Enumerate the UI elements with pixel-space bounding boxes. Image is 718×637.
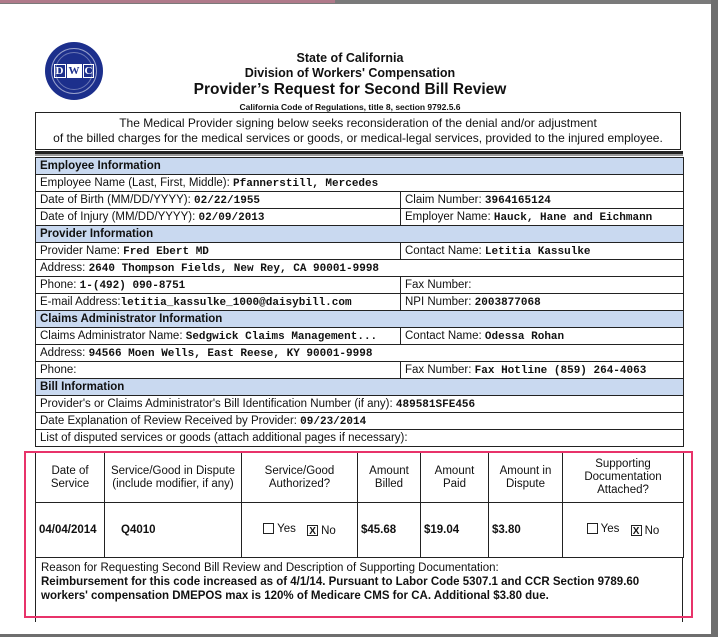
section-title: Bill Information — [36, 379, 684, 396]
row-provider-email — [36, 294, 684, 311]
checkbox-label: No — [321, 524, 336, 537]
intro-line-1: The Medical Provider signing below seeks reconsideration of the denial and/or adjustment — [119, 116, 597, 130]
intro-line-2: of the billed charges for the medical services or goods, or medical-legal services, provided to the injured employee. — [53, 131, 663, 145]
authorized-cell — [242, 503, 358, 558]
row-claims-admin-address — [36, 345, 684, 362]
col-header: Amount Paid — [421, 453, 489, 503]
section-title: Claims Administrator Information — [36, 311, 684, 328]
row-dob-claim — [36, 192, 684, 209]
row-claims-admin-name — [36, 328, 684, 345]
label: Employer Name: — [405, 210, 494, 223]
row-claims-admin-phone — [36, 362, 684, 379]
row-employee-name — [36, 175, 684, 192]
checkbox-label: Yes — [277, 522, 296, 535]
section-claims-admin — [36, 311, 684, 328]
reason-label: Reason for Requesting Second Bill Review and Description of Supporting Documentation: — [41, 562, 499, 574]
form-citation: California Code of Regulations, title 8, section 9792.5.6 — [239, 102, 461, 112]
header-division: Division of Workers' Compensation — [244, 66, 456, 80]
checkbox-checked-icon: X — [631, 525, 642, 536]
eor-date-value: 09/23/2014 — [300, 415, 367, 428]
intro-box — [35, 112, 681, 150]
authorized-yes-checkbox[interactable] — [263, 523, 296, 535]
label: Contact Name: — [405, 329, 485, 342]
row-provider-name — [36, 243, 684, 260]
logo-letters — [54, 64, 95, 78]
disputed-services-table — [35, 452, 684, 558]
reason-box — [35, 558, 683, 622]
claims-admin-fax-value: Fax Hotline (859) 264-4063 — [474, 364, 647, 377]
logo-letter-w: W — [68, 65, 80, 77]
row-eor-date — [36, 413, 684, 430]
label: Employee Name (Last, First, Middle): — [40, 176, 234, 189]
logo-letter-d: D — [55, 65, 64, 77]
header-state: State of California — [296, 51, 404, 65]
col-header: Amount Billed — [358, 453, 421, 503]
info-table — [35, 157, 684, 447]
label: E-mail Address: — [40, 295, 121, 308]
label: Provider's or Claims Administrator's Bill Identification Number (if any): — [40, 397, 396, 410]
amount-paid: $19.04 — [421, 503, 489, 558]
form-title: Provider’s Request for Second Bill Review — [193, 81, 507, 98]
checkbox-empty-icon — [587, 523, 598, 534]
col-header: Amount in Dispute — [489, 453, 563, 503]
label: NPI Number: — [405, 295, 475, 308]
row-list-label — [36, 430, 684, 447]
section-provider — [36, 226, 684, 243]
label: Address: — [40, 261, 89, 274]
row-bill-id — [36, 396, 684, 413]
checkbox-label: No — [644, 524, 660, 537]
row-provider-address — [36, 260, 684, 277]
checkbox-label: Yes — [600, 522, 620, 535]
row-doi-employer — [36, 209, 684, 226]
col-header: Date of Service — [36, 453, 105, 503]
employer-value: Hauck, Hane and Eichmann — [493, 211, 653, 224]
table-header-row — [36, 453, 684, 503]
list-label: List of disputed services or goods (attach additional pages if necessary): — [36, 430, 684, 447]
docs-no-checkbox[interactable] — [631, 525, 660, 537]
npi-value: 2003877068 — [474, 296, 541, 309]
label: Fax Number: — [405, 363, 475, 376]
service-code: Q4010 — [105, 503, 242, 558]
reason-text-line-2: workers' compensation DMEPOS max is 120% of Medicare CMS for CA. Additional $3.80 due. — [41, 590, 549, 602]
provider-name-value: Fred Ebert MD — [123, 245, 209, 258]
bill-id-value: 489581SFE456 — [395, 398, 476, 411]
claim-number-value: 3964165124 — [484, 194, 551, 207]
col-header: Service/Good in Dispute (include modifier, if any) — [105, 453, 242, 503]
authorized-no-checkbox[interactable] — [307, 525, 336, 537]
provider-address-value: 2640 Thompson Fields, New Rey, CA 90001-9998 — [88, 262, 380, 275]
col-header: Supporting Documentation Attached? — [563, 453, 684, 503]
amount-billed: $45.68 — [358, 503, 421, 558]
dob-value: 02/22/1955 — [194, 194, 261, 207]
label: Contact Name: — [405, 244, 485, 257]
label: Date Explanation of Review Received by Provider: — [40, 414, 301, 427]
label: Phone: — [40, 363, 77, 376]
employee-name-value: Pfannerstill, Mercedes — [233, 177, 379, 190]
window-top-edge — [0, 0, 718, 4]
divider-shadow — [35, 154, 683, 156]
provider-email-value: letitia_kassulke_1000@daisybill.com — [120, 296, 352, 309]
section-title: Provider Information — [36, 226, 684, 243]
col-header: Service/Good Authorized? — [242, 453, 358, 503]
label: Provider Name: — [40, 244, 124, 257]
form-header — [180, 51, 520, 114]
window-right-edge — [711, 0, 718, 637]
claims-admin-contact-value: Odessa Rohan — [484, 330, 565, 343]
docs-yes-checkbox[interactable] — [587, 523, 620, 535]
amount-in-dispute: $3.80 — [489, 503, 563, 558]
row-provider-phone — [36, 277, 684, 294]
table-row — [36, 503, 684, 558]
provider-phone-value: 1-(492) 090-8751 — [79, 279, 186, 292]
checkbox-checked-icon: X — [307, 525, 318, 536]
section-title: Employee Information — [36, 158, 684, 175]
checkbox-empty-icon — [263, 523, 274, 534]
claims-admin-name-value: Sedgwick Claims Management... — [185, 330, 378, 343]
label: Fax Number: — [405, 278, 472, 291]
provider-contact-value: Letitia Kassulke — [484, 245, 591, 258]
dwc-logo — [45, 42, 103, 100]
label: Address: — [40, 346, 89, 359]
claims-admin-address-value: 94566 Moen Wells, East Reese, KY 90001-9998 — [88, 347, 373, 360]
label: Date of Birth (MM/DD/YYYY): — [40, 193, 195, 206]
label: Phone: — [40, 278, 80, 291]
date-of-service: 04/04/2014 — [36, 503, 105, 558]
label: Claim Number: — [405, 193, 485, 206]
doi-value: 02/09/2013 — [198, 211, 265, 224]
section-bill — [36, 379, 684, 396]
section-employee — [36, 158, 684, 175]
label: Date of Injury (MM/DD/YYYY): — [40, 210, 199, 223]
docs-cell — [563, 503, 684, 558]
label: Claims Administrator Name: — [40, 329, 186, 342]
reason-text-line-1: Reimbursement for this code increased as of 4/1/14. Pursuant to Labor Code 5307.1 and CCR Section 9789.60 — [41, 576, 640, 588]
window-tab-accent — [0, 0, 335, 3]
logo-letter-c: C — [84, 65, 93, 77]
